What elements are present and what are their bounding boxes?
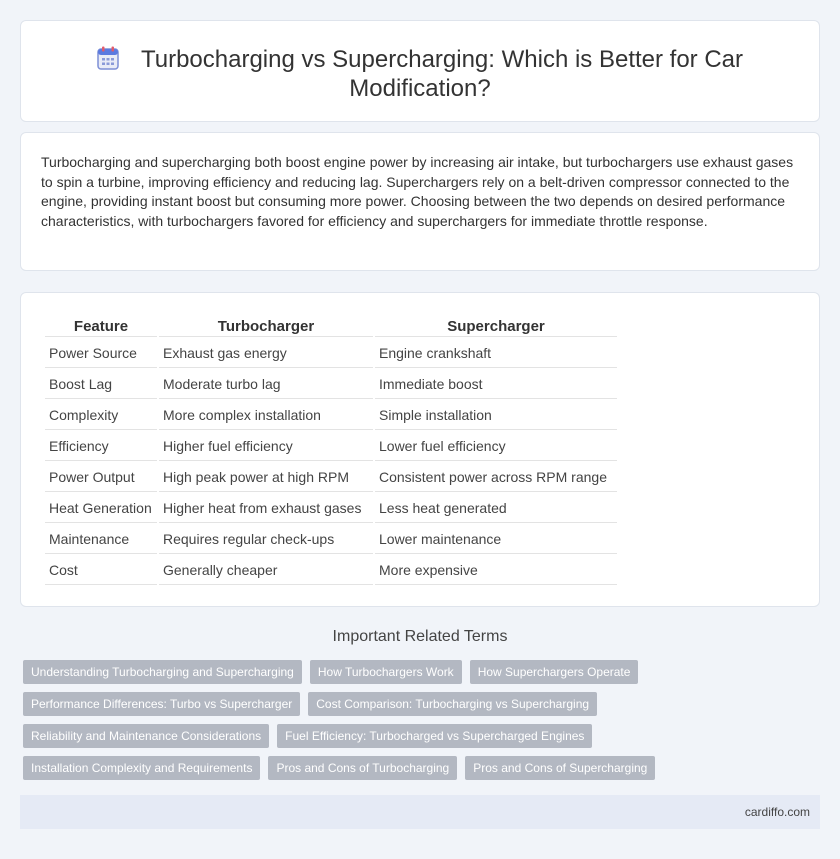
table-row — [45, 556, 617, 585]
table-cell: Cost — [45, 556, 157, 585]
table-cell: Efficiency — [45, 432, 157, 461]
table-cell: Boost Lag — [45, 370, 157, 399]
table-cell: Higher fuel efficiency — [159, 432, 373, 461]
table-cell: Immediate boost — [375, 370, 617, 399]
calendar-icon — [97, 46, 119, 70]
table-row — [45, 494, 617, 523]
table-cell: Complexity — [45, 401, 157, 430]
comparison-table — [43, 315, 619, 587]
column-header: Supercharger — [375, 317, 617, 337]
table-cell: Lower maintenance — [375, 525, 617, 554]
table-cell: Lower fuel efficiency — [375, 432, 617, 461]
table-cell: Requires regular check-ups — [159, 525, 373, 554]
table-row — [45, 432, 617, 461]
table-row — [45, 370, 617, 399]
table-row — [45, 339, 617, 368]
table-row — [45, 401, 617, 430]
table-cell: Higher heat from exhaust gases — [159, 494, 373, 523]
term-tag[interactable]: Pros and Cons of Supercharging — [465, 756, 655, 780]
table-cell: Power Output — [45, 463, 157, 492]
table-cell: Less heat generated — [375, 494, 617, 523]
comparison-card — [20, 292, 820, 607]
table-row — [45, 525, 617, 554]
title-card — [20, 20, 820, 122]
table-cell: High peak power at high RPM — [159, 463, 373, 492]
tag-row — [23, 756, 823, 780]
table-header-row — [45, 317, 617, 337]
term-tag[interactable]: Cost Comparison: Turbocharging vs Supercharging — [308, 692, 597, 716]
table-cell: Heat Generation — [45, 494, 157, 523]
term-tag[interactable]: Performance Differences: Turbo vs Supercharger — [23, 692, 300, 716]
table-cell: Power Source — [45, 339, 157, 368]
table-cell: Generally cheaper — [159, 556, 373, 585]
tag-row — [23, 724, 823, 748]
term-tag[interactable]: Pros and Cons of Turbocharging — [268, 756, 457, 780]
tag-row — [23, 692, 823, 716]
footer — [20, 795, 820, 829]
footer-site-link[interactable]: cardiffo.com — [744, 805, 810, 819]
column-header: Feature — [45, 317, 157, 337]
intro-card — [20, 132, 820, 271]
table-cell: More complex installation — [159, 401, 373, 430]
table-cell: Consistent power across RPM range — [375, 463, 617, 492]
table-cell: Engine crankshaft — [375, 339, 617, 368]
term-tag[interactable]: Understanding Turbocharging and Supercharging — [23, 660, 302, 684]
related-terms — [23, 660, 823, 788]
page-title: Turbocharging vs Supercharging: Which is Better for Car Modification? — [140, 46, 744, 102]
term-tag[interactable]: Reliability and Maintenance Considerations — [23, 724, 269, 748]
related-terms-heading: Important Related Terms — [332, 628, 508, 645]
term-tag[interactable]: Installation Complexity and Requirements — [23, 756, 260, 780]
table-cell: Moderate turbo lag — [159, 370, 373, 399]
column-header: Turbocharger — [159, 317, 373, 337]
page-title-wrap — [21, 45, 819, 103]
term-tag[interactable]: Fuel Efficiency: Turbocharged vs Supercharged Engines — [277, 724, 592, 748]
table-cell: Simple installation — [375, 401, 617, 430]
table-cell: More expensive — [375, 556, 617, 585]
table-cell: Maintenance — [45, 525, 157, 554]
table-row — [45, 463, 617, 492]
term-tag[interactable]: How Superchargers Operate — [470, 660, 639, 684]
intro-paragraph: Turbocharging and supercharging both boost engine power by increasing air intake, but turbochargers use exhaust gases to spin a turbine, improving efficiency and reducing lag. Superchargers rely on a belt-driven compressor connected to the engine, providing instant boost but consuming more power. Choosing between the two depends on desired performance characteristics, with turbochargers favored for efficiency and superchargers for immediate throttle response. — [41, 154, 794, 229]
term-tag[interactable]: How Turbochargers Work — [310, 660, 462, 684]
table-cell: Exhaust gas energy — [159, 339, 373, 368]
tag-row — [23, 660, 823, 684]
